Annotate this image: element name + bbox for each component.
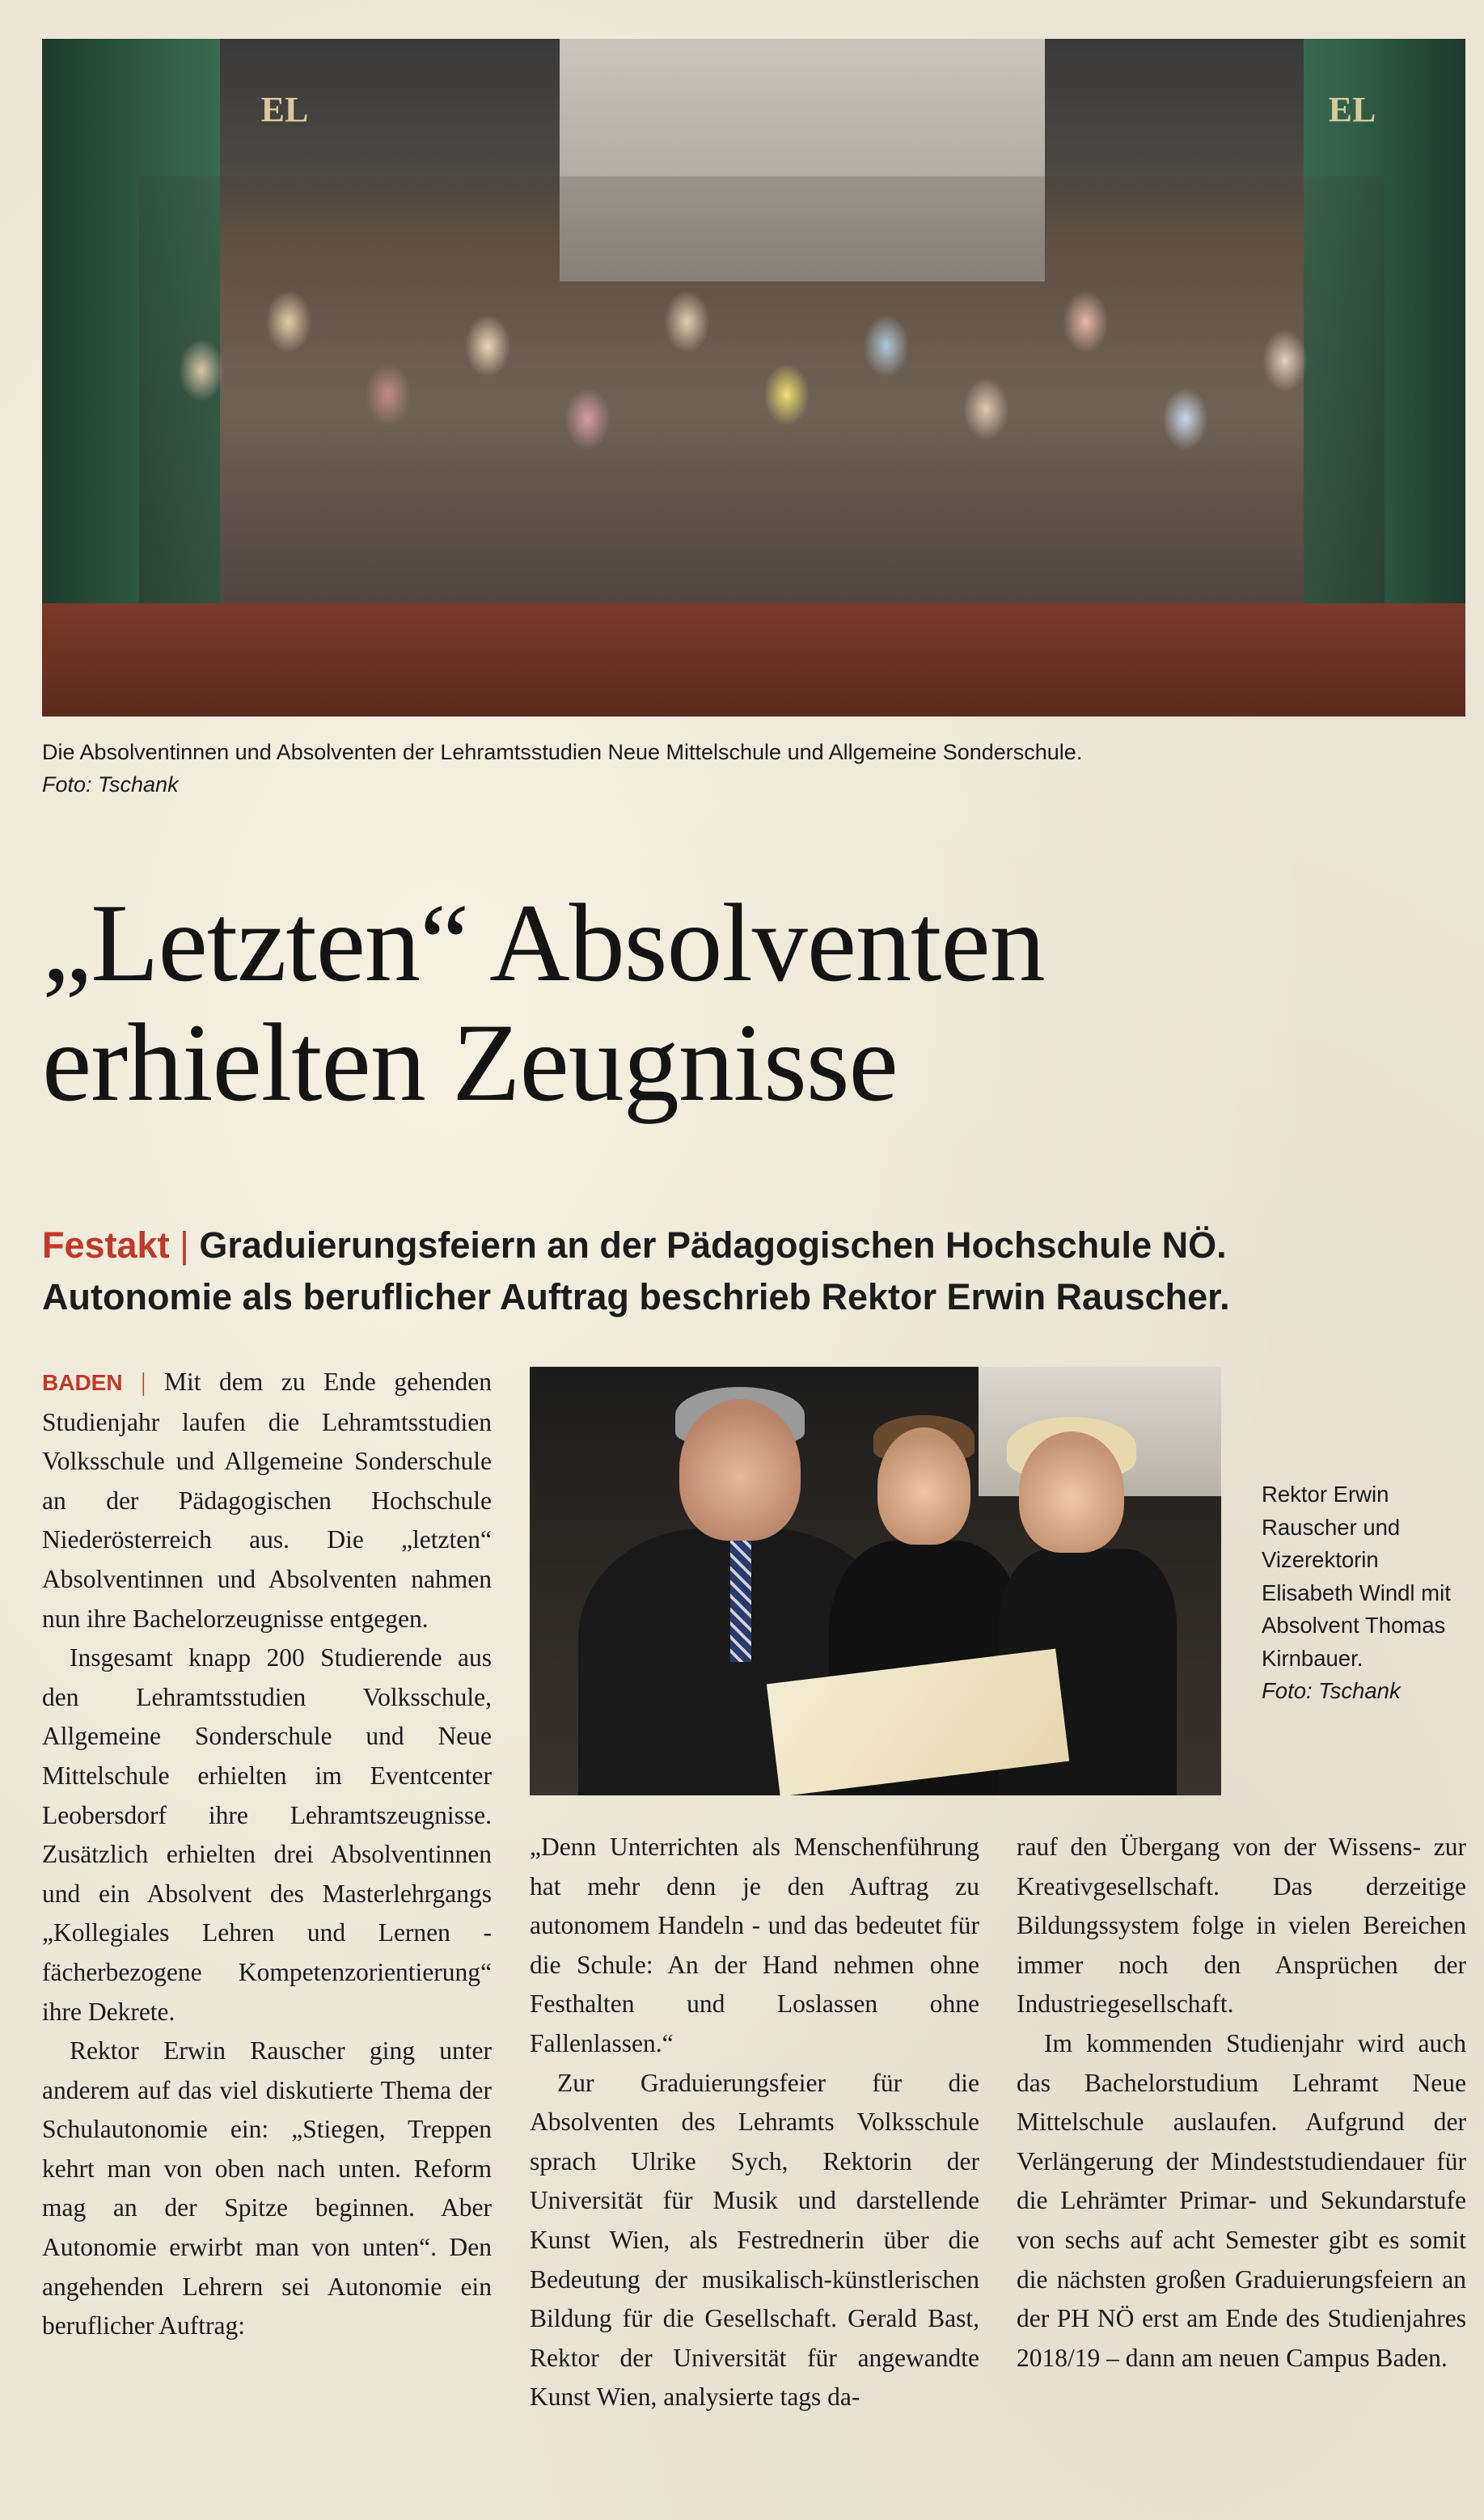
stage-emblem-right: EL [1328, 90, 1376, 129]
subhead-line-1: Graduierungsfeiern an der Pädagogischen Hochschule NÖ. [199, 1224, 1227, 1266]
article-paragraph: Zur Graduierungsfeier für die Absolventen des Lehramts Volksschule sprach Ulrike Sych, Rektorin der Universität für Musik und darstellende Kunst Wien, als Festrednerin über die Bedeutung der musikalisch-künstlerischen Bildung für die Gesellschaft. Gerald Bast, Rektor der Universität für angewandte Kunst Wien, analysierte tags da- [530, 2068, 979, 2412]
group-photo-caption-text: Die Absolventinnen und Absolventen der Lehramtsstudien Neue Mittelschule und Allgemeine Sonderschule. [42, 740, 1083, 764]
article-column-2 [530, 1828, 979, 2417]
headline-line-2: erhielten Zeugnisse [42, 1000, 898, 1124]
rector-photo-caption [1262, 1478, 1472, 1708]
subheadline [42, 1220, 1473, 1323]
article-paragraph [42, 1363, 492, 1638]
striped-tie [730, 1541, 751, 1662]
person-rector-head [679, 1399, 801, 1541]
headline-line-1: „Letzten“ Absolventen [42, 881, 1045, 1004]
article-paragraph-text: Mit dem zu Ende gehenden Studienjahr laufen die Lehramtsstudien Volksschule und Allgemeine Sonderschule an der Pädagogischen Hochschule Niederösterreich aus. Die „letzten“ Absolventinnen und Absolventen nahmen nun ihre Bachelorzeugnisse entgegen. [42, 1368, 493, 1633]
group-photo [42, 39, 1465, 717]
article-paragraph: Rektor Erwin Rauscher ging unter anderem auf das viel diskutierte Thema der Schulautonomie ein: „Stiegen, Treppen kehrt man von oben nach unten. Reform mag an der Spitze beginnen. Aber Autonomie erwirbt man von unten“. Den angehenden Lehrern sei Autonomie ein beruflicher Auftrag: [42, 2036, 492, 2340]
rector-photo-credit: Foto: Tschank [1262, 1678, 1401, 1703]
person-vice-rector-head [1019, 1431, 1124, 1553]
group-photo-credit: Foto: Tschank [42, 772, 179, 797]
dateline-separator: | [141, 1368, 146, 1396]
subhead-line-2: Autonomie als beruflicher Auftrag beschrieb Rektor Erwin Rauscher. [42, 1276, 1230, 1317]
rector-photo-caption-text: Rektor Erwin Rauscher und Vizerektorin Elisabeth Windl mit Absolvent Thomas Kirnbauer. [1262, 1482, 1451, 1671]
article-column-3 [1017, 1828, 1466, 2378]
group-photo-caption [42, 736, 1465, 801]
subhead-kicker: Festakt [42, 1224, 170, 1266]
article-paragraph: Insgesamt knapp 200 Studierende aus den Lehramtsstudien Volksschule, Allgemeine Sonderschule und Neue Mittelschule erhielten im Eventcenter Leobersdorf ihre Lehramtszeugnisse. Zusätzlich erhielten drei Absolventinnen und ein Absolvent des Masterlehrgangs „Kollegiales Lehren und Lernen - fächerbezogene Kompetenzorientierung“ ihre Dekrete. [42, 1643, 492, 2026]
rector-photo [530, 1367, 1221, 1795]
subhead-separator: | [180, 1224, 189, 1266]
headline [42, 883, 1473, 1123]
stage-floor [42, 603, 1465, 717]
stage-emblem-left: EL [260, 90, 309, 129]
article-paragraph: „Denn Unterrichten als Menschenführung hat mehr denn je den Auftrag zu autonomem Handeln - und das bedeutet für die Schule: An der Hand nehmen ohne Festhalten und Loslassen ohne Fallenlassen.“ [530, 1833, 979, 2057]
graduates-crowd [139, 176, 1385, 662]
article-column-1 [42, 1363, 492, 2346]
article-paragraph: Im kommenden Studienjahr wird auch das Bachelorstudium Lehramt Neue Mittelschule auslaufen. Aufgrund der Verlängerung der Mindeststudiendauer für die Lehrämter Primar- und Sekundarstufe von sechs auf acht Semester gibt es somit die nächsten großen Graduierungsfeiern an der PH NÖ erst am Ende des Studienjahres 2018/19 – dann am neuen Campus Baden. [1017, 2028, 1466, 2372]
person-graduate-head [877, 1427, 970, 1545]
article-paragraph: rauf den Übergang von der Wissens- zur Kreativgesellschaft. Das derzeitige Bildungssystem folge in vielen Bereichen immer noch den Ansprüchen der Industriegesellschaft. [1017, 1833, 1466, 2019]
dateline: BADEN [42, 1370, 123, 1395]
